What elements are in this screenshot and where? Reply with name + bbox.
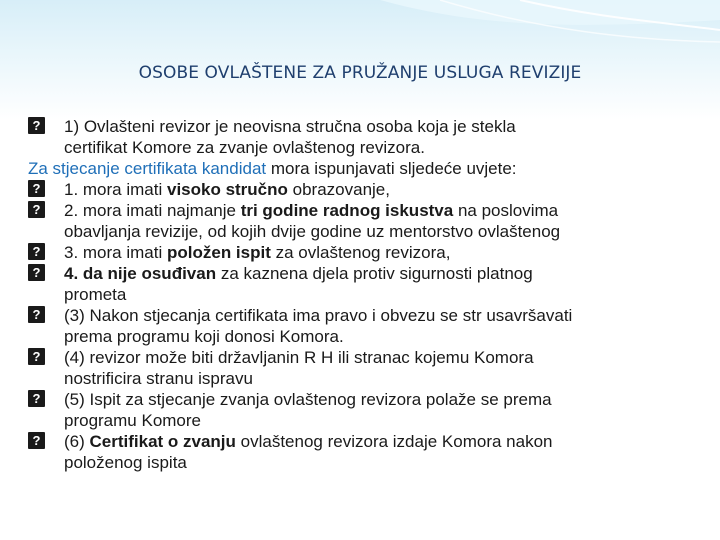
bullet-icon: ? bbox=[28, 180, 45, 197]
bullet-icon: ? bbox=[28, 306, 45, 323]
bullet-icon: ? bbox=[28, 390, 45, 407]
page-title: OSOBE OVLAŠTENE ZA PRUŽANJE USLUGA REVIZIJE bbox=[138, 63, 582, 83]
bullet-icon: ? bbox=[28, 264, 45, 281]
decorative-swoosh bbox=[0, 0, 720, 120]
list-item: ? (6) Certifikat o zvanju ovlaštenog revizora izdaje Komora nakon položenog ispita bbox=[28, 431, 698, 473]
bullet-icon: ? bbox=[28, 243, 45, 260]
list-item: ? 3. mora imati položen ispit za ovlaštenog revizora, bbox=[28, 242, 698, 263]
list-item: ? 4. da nije osuđivan za kaznena djela protiv sigurnosti platnog prometa bbox=[28, 263, 698, 305]
content-body bbox=[28, 116, 698, 473]
list-item: ? 1) Ovlašteni revizor je neovisna stručna osoba koja je stekla certifikat Komore za zvanje ovlaštenog revizora. bbox=[28, 116, 698, 158]
list-item: ? 1. mora imati visoko stručno obrazovanje, bbox=[28, 179, 698, 200]
bullet-icon: ? bbox=[28, 348, 45, 365]
list-item: ? (4) revizor može biti državljanin R H ili stranac kojemu Komora nostrificira stranu ispravu bbox=[28, 347, 698, 389]
intro-line: Za stjecanje certifikata kandidat mora ispunjavati sljedeće uvjete: bbox=[28, 159, 517, 178]
list-item: ? (3) Nakon stjecanja certifikata ima pravo i obvezu se str usavršavati prema programu koji donosi Komora. bbox=[28, 305, 698, 347]
bullet-icon: ? bbox=[28, 432, 45, 449]
bullet-icon: ? bbox=[28, 117, 45, 134]
list-item: ? (5) Ispit za stjecanje zvanja ovlaštenog revizora polaže se prema programu Komore bbox=[28, 389, 698, 431]
bullet-icon: ? bbox=[28, 201, 45, 218]
list-item: ? 2. mora imati najmanje tri godine radnog iskustva na poslovima obavljanja revizije, od kojih dvije godine uz mentorstvo ovlaštenog bbox=[28, 200, 698, 242]
